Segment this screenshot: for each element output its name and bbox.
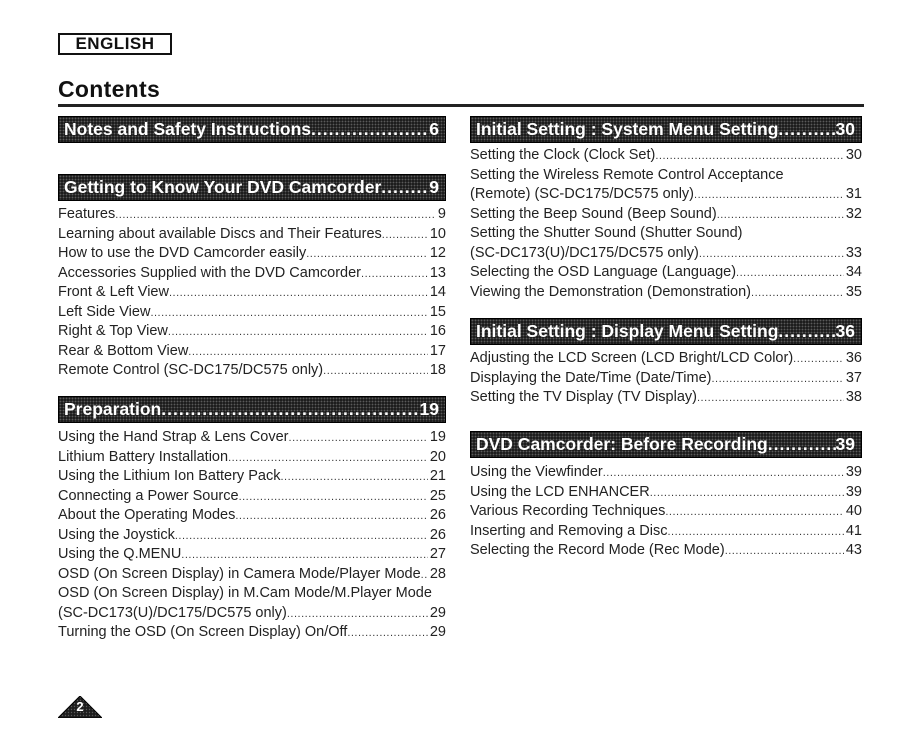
toc-entry[interactable]: Using the Viewfinder ..... 39 [470, 464, 862, 484]
toc-entry[interactable]: Front & Left View ..... 14 [58, 284, 446, 304]
toc-entry[interactable]: Displaying the Date/Time (Date/Time) ..... 37 [470, 370, 862, 390]
toc-entry[interactable]: Accessories Supplied with the DVD Camcorder ..... 13 [58, 265, 446, 285]
toc-entry[interactable]: (SC-DC173(U)/DC175/DC575 only) ..... 33 [470, 245, 862, 265]
section-header-system-menu[interactable]: Initial Setting : System Menu Setting ..... 30 [470, 116, 862, 143]
toc-entry[interactable]: Learning about available Discs and Their Features ..... 10 [58, 226, 446, 246]
toc-entry[interactable]: Inserting and Removing a Disc ..... 41 [470, 523, 862, 543]
section-entries-preparation [58, 429, 446, 644]
section-header-display-menu[interactable]: Initial Setting : Display Menu Setting ..... 36 [470, 318, 862, 345]
toc-entry[interactable]: Using the Q.MENU ..... 27 [58, 546, 446, 566]
toc-entry-lead[interactable]: Setting the Wireless Remote Control Acceptance [470, 166, 784, 183]
section-header-preparation[interactable]: Preparation ..... 19 [58, 396, 446, 423]
toc-entry[interactable]: About the Operating Modes ..... 26 [58, 507, 446, 527]
section-header-getting-to-know[interactable]: Getting to Know Your DVD Camcorder ..... 9 [58, 174, 446, 201]
toc-entry[interactable]: Adjusting the LCD Screen (LCD Bright/LCD Color) ..... 36 [470, 350, 862, 370]
section-header-before-recording[interactable]: DVD Camcorder: Before Recording ..... 39 [470, 431, 862, 458]
toc-entry[interactable]: Selecting the Record Mode (Rec Mode) ..... 43 [470, 542, 862, 562]
section-entries-before-recording [470, 464, 862, 562]
toc-entry[interactable]: OSD (On Screen Display) in Camera Mode/Player Mode ..... 28 [58, 566, 446, 586]
toc-entry[interactable]: Right & Top View ..... 16 [58, 323, 446, 343]
toc-entry[interactable]: Rear & Bottom View ..... 17 [58, 343, 446, 363]
language-label: ENGLISH [58, 33, 172, 55]
toc-entry-lead[interactable]: OSD (On Screen Display) in M.Cam Mode/M.Player Mode [58, 585, 432, 601]
toc-entry[interactable]: Lithium Battery Installation ..... 20 [58, 449, 446, 469]
section-entries-system-menu [470, 147, 862, 303]
toc-entry[interactable]: Using the LCD ENHANCER ..... 39 [470, 484, 862, 504]
toc-entry[interactable]: Setting the Beep Sound (Beep Sound) ..... 32 [470, 206, 862, 226]
page-number-badge [58, 696, 102, 718]
toc-entry[interactable]: (Remote) (SC-DC175/DC575 only) ..... 31 [470, 186, 862, 206]
toc-entry[interactable]: (SC-DC173(U)/DC175/DC575 only) ..... 29 [58, 605, 446, 625]
title-divider [58, 104, 864, 107]
toc-entry[interactable]: Remote Control (SC-DC175/DC575 only) ..... 18 [58, 362, 446, 382]
section-entries-display-menu [470, 350, 862, 409]
toc-entry[interactable]: Left Side View ..... 15 [58, 304, 446, 324]
page-title: Contents [58, 76, 161, 102]
section-entries-getting-to-know [58, 206, 446, 382]
toc-entry[interactable]: Using the Lithium Ion Battery Pack ..... 21 [58, 468, 446, 488]
toc-entry[interactable]: Setting the Clock (Clock Set) ..... 30 [470, 147, 862, 167]
toc-entry[interactable]: Using the Joystick ..... 26 [58, 527, 446, 547]
toc-entry[interactable]: Connecting a Power Source ..... 25 [58, 488, 446, 508]
toc-entry[interactable]: Using the Hand Strap & Lens Cover ..... 19 [58, 429, 446, 449]
toc-entry[interactable]: Turning the OSD (On Screen Display) On/Off ..... 29 [58, 624, 446, 644]
toc-entry[interactable]: Viewing the Demonstration (Demonstration) ..... 35 [470, 284, 862, 304]
toc-entry[interactable]: How to use the DVD Camcorder easily ..... 12 [58, 245, 446, 265]
toc-entry[interactable]: Various Recording Techniques ..... 40 [470, 503, 862, 523]
page-number: 2 [76, 699, 84, 714]
section-header-notes-safety[interactable]: Notes and Safety Instructions ..... 6 [58, 116, 446, 143]
toc-entry[interactable]: Setting the TV Display (TV Display) ..... 38 [470, 389, 862, 409]
toc-entry[interactable]: Selecting the OSD Language (Language) ..... 34 [470, 264, 862, 284]
toc-entry[interactable]: Features ..... 9 [58, 206, 446, 226]
toc-entry-lead[interactable]: Setting the Shutter Sound (Shutter Sound) [470, 225, 743, 241]
